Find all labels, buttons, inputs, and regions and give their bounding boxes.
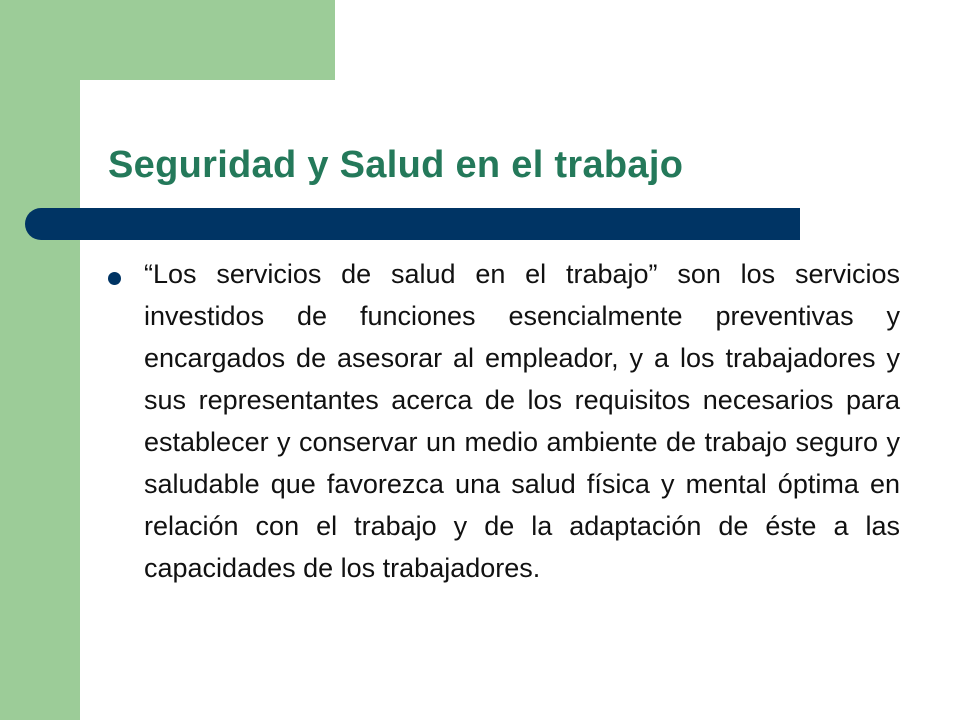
top-green-block <box>0 0 335 80</box>
slide-title: Seguridad y Salud en el trabajo <box>108 144 684 186</box>
title-underline-bar <box>25 208 800 240</box>
bullet-dot-icon <box>108 272 121 285</box>
left-green-band <box>0 0 80 720</box>
bullet-text: “Los servicios de salud en el trabajo” son los servicios investidos de funciones esencialmente preventivas y encargados de asesorar al empleador, y a los trabajadores y sus representantes acerca de los requisitos necesarios para establecer y conservar un medio ambiente de trabajo seguro y saludable que favorezca una salud física y mental óptima en relación con el trabajo y de la adaptación de éste a las capacidades de los trabajadores. <box>144 259 900 583</box>
